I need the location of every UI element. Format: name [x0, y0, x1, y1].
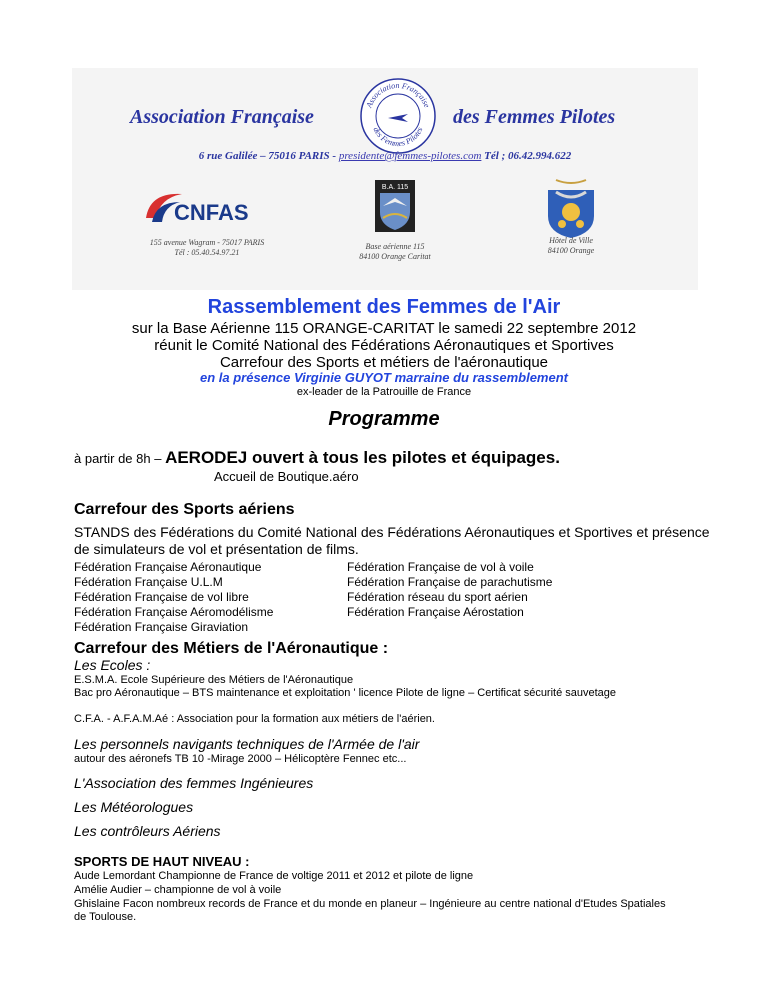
- list-item: Fédération Française Aéromodélisme: [74, 605, 274, 619]
- stands-text: STANDS des Fédérations du Comité National des Fédérations Aéronautiques et Sportives et présence de simulateurs de vol et présentation de films.: [74, 524, 710, 557]
- bac-text: Bac pro Aéronautique – BTS maintenance et exploitation ' licence Pilote de ligne – Certificat sécurité sauvetage: [74, 687, 617, 699]
- ba115-caption: [340, 242, 450, 262]
- event-title: Rassemblement des Femmes de l'Air: [207, 296, 561, 318]
- list-item: Fédération Française de parachutisme: [347, 575, 553, 589]
- aeronefs-text: autour des aéronefs TB 10 -Mirage 2000 – Hélicoptère Fennec etc...: [74, 753, 407, 765]
- seal-text-bottom: des Femmes Pilotes: [371, 125, 425, 149]
- meteorologues-subheading: Les Météorologues: [74, 799, 194, 815]
- orange-address: 84100 Orange: [547, 246, 595, 255]
- sports-heading: Carrefour des Sports aériens: [74, 501, 295, 518]
- orange-city-crest: [542, 178, 600, 240]
- cnfas-address: 155 avenue Wagram - 75017 PARIS: [149, 238, 265, 247]
- email-link[interactable]: presidente@femmes-pilotes.com: [338, 150, 482, 162]
- orange-caption: [524, 236, 618, 256]
- aerodej-line: [74, 448, 560, 468]
- pnt-subheading: Les personnels navigants techniques de l'Armée de l'air: [74, 736, 420, 752]
- cnfas-caption: [142, 238, 272, 258]
- ingenieures-subheading: L'Association des femmes Ingénieures: [74, 775, 314, 791]
- federations-left-list: [74, 560, 273, 635]
- esma-text: E.S.M.A. Ecole Supérieure des Métiers de l'Aéronautique: [74, 674, 354, 686]
- phone-text: Tél ; 06.42.994.622: [484, 150, 572, 162]
- ecoles-subheading: Les Ecoles :: [74, 657, 151, 673]
- orange-name: Hôtel de Ville: [549, 236, 593, 245]
- list-item: Fédération Française U.L.M: [74, 575, 223, 589]
- event-presence: en la présence Virginie GUYOT marraine du rassemblement: [200, 370, 568, 385]
- list-item: Fédération Française Giraviation: [74, 620, 249, 634]
- event-exleader: ex-leader de la Patrouille de France: [296, 386, 472, 398]
- event-location: sur la Base Aérienne 115 ORANGE-CARITAT le samedi 22 septembre 2012: [131, 320, 637, 337]
- metiers-heading: Carrefour des Métiers de l'Aéronautique :: [74, 640, 389, 657]
- aerodej-main: AERODEJ ouvert à tous les pilotes et équipages.: [165, 448, 560, 467]
- cnfas-logo-text: CNFAS: [174, 200, 249, 225]
- ba115-address: 84100 Orange Caritat: [359, 252, 431, 261]
- federations-right-list: [347, 560, 552, 620]
- list-item: Fédération Française de vol libre: [74, 590, 249, 604]
- list-item: Fédération Française Aérostation: [347, 605, 524, 619]
- ba115-emblem-text: B.A. 115: [381, 184, 409, 191]
- haut-niveau-heading: SPORTS DE HAUT NIVEAU :: [74, 854, 250, 869]
- letterhead-title-right: des Femmes Pilotes: [453, 106, 616, 128]
- ba115-emblem: [375, 180, 415, 232]
- cnfas-phone: Tél : 05.40.54.97.21: [174, 248, 240, 257]
- list-item: Fédération Française Aéronautique: [74, 560, 262, 574]
- letterhead-title-left: Association Française: [130, 106, 314, 128]
- athlete-item: Ghislaine Facon nombreux records de France et du monde en planeur – Ingénieure au centre national d'Etudes Spatiales de Toulouse.: [74, 898, 666, 923]
- programme-heading: Programme: [328, 408, 440, 430]
- accueil-boutique: Accueil de Boutique.aéro: [214, 469, 359, 484]
- controleurs-subheading: Les contrôleurs Aériens: [74, 823, 221, 839]
- letterhead-address: [72, 150, 698, 162]
- cfa-text: C.F.A. - A.F.A.M.Aé : Association pour la formation aux métiers de l'aérien.: [74, 713, 435, 725]
- aerodej-prefix: à partir de 8h –: [74, 451, 166, 466]
- afp-seal-logo: [358, 76, 438, 156]
- list-item: Fédération réseau du sport aérien: [347, 590, 528, 604]
- event-reunion: réunit le Comité National des Fédérations Aéronautiques et Sportives: [154, 337, 614, 354]
- letterhead: [72, 68, 698, 290]
- event-carrefour: Carrefour des Sports et métiers de l'aéronautique: [219, 354, 549, 371]
- list-item: Fédération Française de vol à voile: [347, 560, 534, 574]
- address-text: 6 rue Galilée – 75016 PARIS -: [198, 150, 337, 162]
- athlete-item: Aude Lemordant Championne de France de voltige 2011 et 2012 et pilote de ligne: [74, 870, 474, 882]
- ba115-name: Base aérienne 115: [365, 242, 425, 251]
- athlete-item: Amélie Audier – championne de vol à voile: [74, 884, 282, 896]
- cnfas-logo: [142, 188, 272, 230]
- seal-text-top: Association Française: [364, 80, 432, 109]
